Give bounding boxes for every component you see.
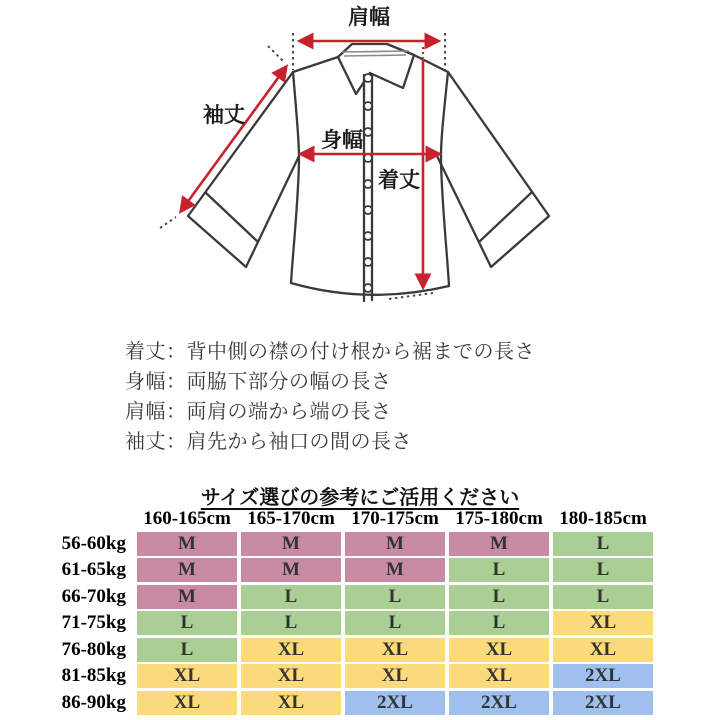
- cuff-line-left: [206, 193, 257, 241]
- size-cell: XL: [345, 664, 445, 688]
- size-cell: XL: [137, 664, 237, 688]
- body-length-label: 着丈: [378, 168, 420, 192]
- collar-lapel-right: [370, 55, 414, 88]
- size-table-title: サイズ選びの参考にご活用ください: [200, 485, 520, 509]
- measurement-definitions: [125, 336, 535, 456]
- size-cell: 2XL: [553, 664, 653, 688]
- weight-label: 71-75kg: [61, 612, 126, 633]
- collar-band-line-2: [344, 55, 406, 56]
- definition-line: 袖丈：肩先から袖口の間の長さ: [125, 429, 412, 453]
- buttons: [364, 74, 372, 292]
- size-cell: M: [137, 532, 237, 556]
- shirt-outline: [188, 44, 549, 301]
- sleeve-left: [188, 72, 299, 267]
- size-cell: M: [241, 558, 341, 582]
- sleeve-guide-top: [268, 46, 284, 62]
- size-cell: XL: [449, 664, 549, 688]
- size-cell: L: [241, 585, 341, 609]
- definition-line: 身幅：両脇下部分の幅の長さ: [125, 369, 392, 393]
- size-cell: M: [137, 585, 237, 609]
- height-header: 180-185cm: [559, 508, 647, 529]
- body-side-left: [291, 72, 299, 283]
- size-cell: 2XL: [345, 691, 445, 715]
- sleeve-length-label: 袖丈: [203, 103, 245, 127]
- size-cell: XL: [241, 638, 341, 662]
- body-width-label: 身幅: [321, 128, 363, 152]
- size-cell: L: [553, 558, 653, 582]
- size-cell: 2XL: [449, 691, 549, 715]
- size-cell: XL: [449, 638, 549, 662]
- size-cell: XL: [241, 691, 341, 715]
- sleeve-guide-bottom: [160, 217, 176, 228]
- weight-label: 66-70kg: [61, 585, 126, 607]
- shirt-measurement-diagram: [0, 0, 720, 330]
- size-cell: L: [553, 532, 653, 556]
- cuff-line-right: [480, 193, 531, 241]
- shoulder-width-label: 肩幅: [348, 5, 390, 29]
- size-cell: 2XL: [553, 691, 653, 715]
- size-cell: L: [137, 638, 237, 662]
- size-cell: M: [137, 558, 237, 582]
- collar-band-line-1: [342, 51, 409, 52]
- shoulder-seam-left: [293, 57, 338, 72]
- height-header: 160-165cm: [143, 508, 231, 529]
- size-cell: M: [241, 532, 341, 556]
- size-cell: XL: [137, 691, 237, 715]
- height-header: 175-180cm: [455, 508, 543, 529]
- size-cell: L: [345, 611, 445, 635]
- size-cell: XL: [553, 611, 653, 635]
- size-cell: L: [137, 611, 237, 635]
- size-cell: L: [553, 585, 653, 609]
- weight-label: 56-60kg: [61, 532, 126, 554]
- shoulder-seam-right: [414, 55, 448, 72]
- weight-label: 61-65kg: [61, 559, 126, 580]
- weight-label: 76-80kg: [61, 638, 126, 660]
- size-cell: L: [345, 585, 445, 609]
- size-cell: L: [449, 611, 549, 635]
- size-cell: M: [345, 532, 445, 556]
- sleeve-length-arrow: [181, 67, 286, 211]
- size-cell: M: [345, 558, 445, 582]
- weight-label: 81-85kg: [61, 665, 126, 686]
- size-cell: L: [241, 611, 341, 635]
- size-cell: XL: [345, 638, 445, 662]
- corner-cell: [37, 505, 133, 533]
- size-cell: L: [449, 585, 549, 609]
- size-table: [37, 505, 653, 715]
- height-header: 165-170cm: [247, 508, 335, 529]
- height-header: 170-175cm: [351, 508, 439, 529]
- size-cell: XL: [553, 638, 653, 662]
- definition-line: 肩幅：両肩の端から端の長さ: [125, 399, 392, 423]
- weight-label: 86-90kg: [61, 691, 126, 713]
- sleeve-right: [437, 72, 549, 267]
- size-cell: M: [449, 532, 549, 556]
- size-cell: XL: [241, 664, 341, 688]
- definition-line: 着丈：背中側の襟の付け根から裾までの長さ: [125, 339, 535, 363]
- size-cell: L: [449, 558, 549, 582]
